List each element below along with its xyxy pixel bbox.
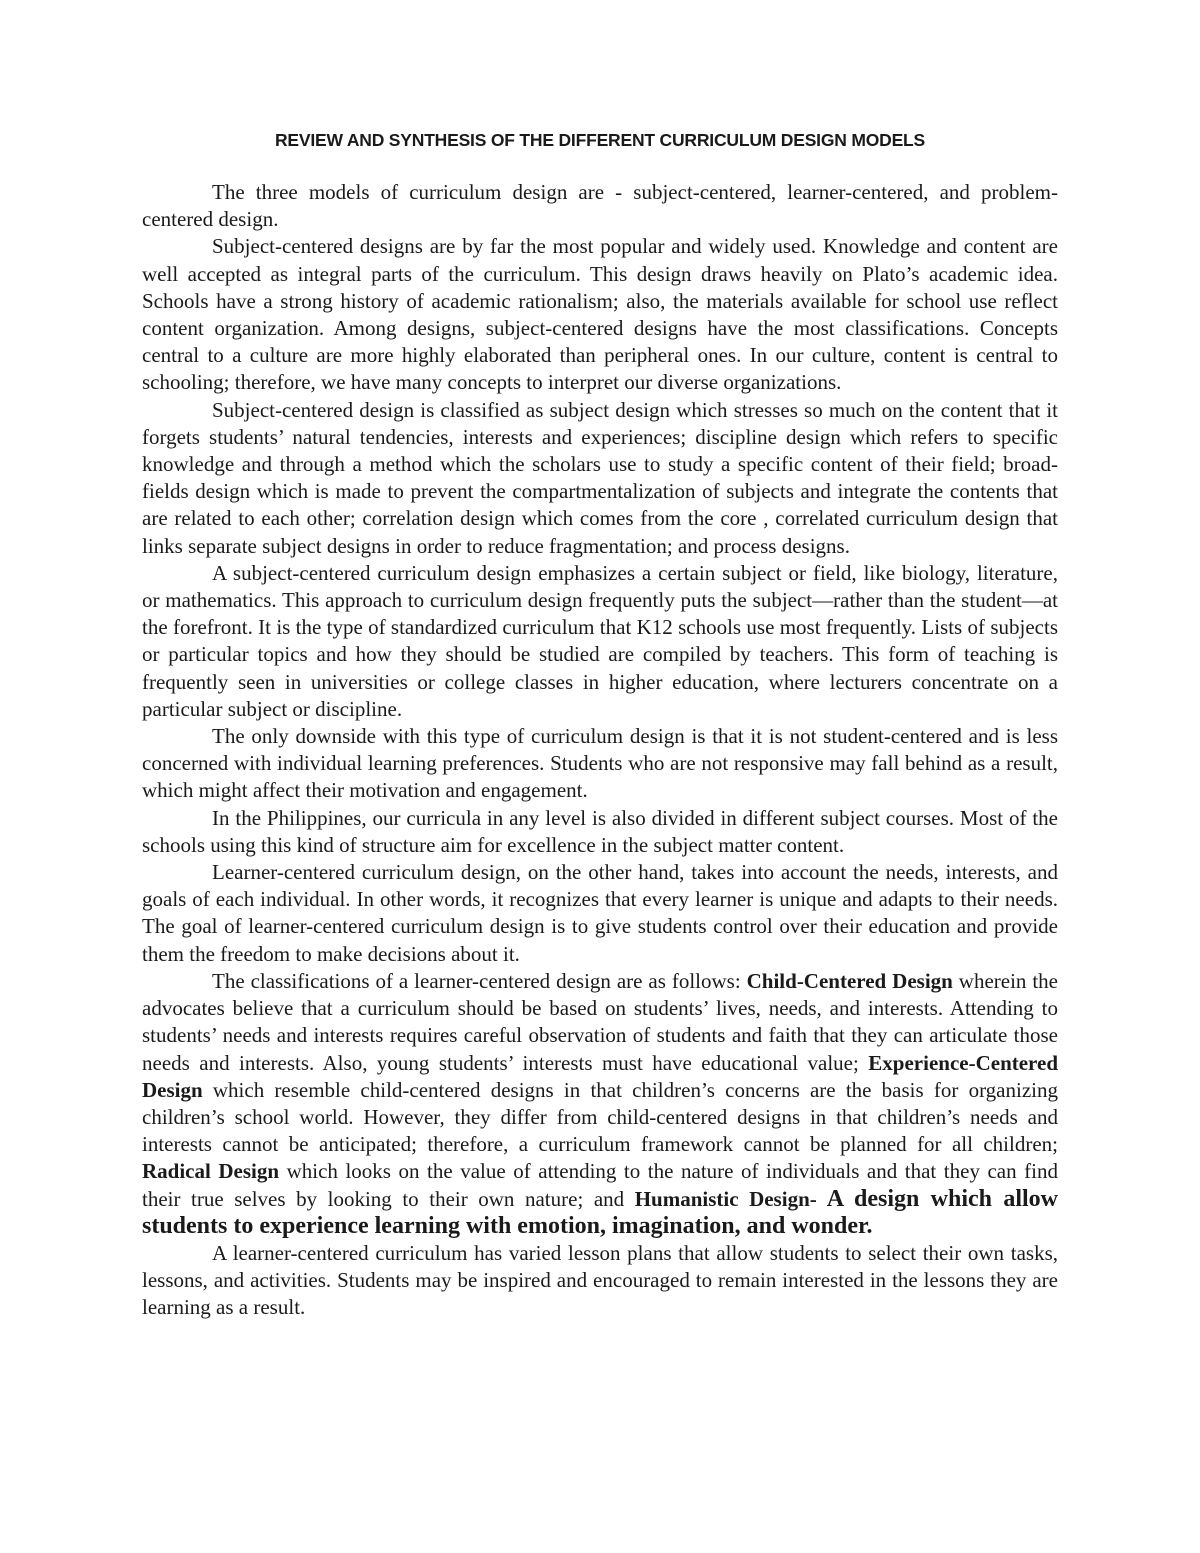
- text-segment: wherein the advocates believe that a curriculum should be based on students’ lives, needs, and interests. Attending to students’ needs and interests requires careful observation of students and faith that they can articulate those needs and interests. Also, young students’ interests must have educational value;: [142, 968, 1059, 1075]
- paragraph-subject-centered: Subject-centered designs are by far the most popular and widely used. Knowledge and content are well accepted as integral parts of the curriculum. This design draws heavily on Plato’s academic idea. Schools have a strong history of academic rationalism; also, the materials available for school use reflect content organization. Among designs, subject-centered designs have the most classifications. Concepts central to a culture are more highly elaborated than peripheral ones. In our culture, content is central to schooling; therefore, we have many concepts to interpret our diverse organizations.: [142, 234, 1058, 395]
- text-segment: which resemble child-centered designs in that children’s concerns are the basis for organizing children’s school world. However, they differ from child-centered designs in that children’s needs and interests cannot be anticipated; therefore, a curriculum framework cannot be planned for all children;: [142, 1077, 1058, 1157]
- paragraph-philippines: In the Philippines, our curricula in any level is also divided in different subject courses. Most of the schools using this kind of structure aim for excellence in the subject matter content.: [142, 805, 1058, 857]
- bold-term-child-centered: Child-Centered Design: [746, 968, 953, 993]
- bold-term-experience-centered: Experience-Centered Design: [142, 1050, 1058, 1102]
- paragraph-intro: The three models of curriculum design are - subject-centered, learner-centered, and problem-centered design.: [142, 180, 1058, 232]
- document-body: [142, 128, 1058, 1322]
- text-segment: which looks on the value of attending to the nature of individuals and that they can find their true selves by looking to their own nature; and: [142, 1159, 1058, 1211]
- paragraph-downside: The only downside with this type of curriculum design is that it is not student-centered and is less concerned with individual learning preferences. Students who are not responsive may fall behind as a result, which might affect their motivation and engagement.: [142, 724, 1058, 803]
- document-title: REVIEW AND SYNTHESIS OF THE DIFFERENT CURRICULUM DESIGN MODELS: [274, 130, 926, 150]
- paragraph-lesson-plans: A learner-centered curriculum has varied lesson plans that allow students to select their own tasks, lessons, and activities. Students may be inspired and encouraged to remain interested in the lessons they are learning as a result.: [142, 1240, 1058, 1320]
- paragraph-learner-centered: Learner-centered curriculum design, on the other hand, takes into account the needs, interests, and goals of each individual. In other words, it recognizes that every learner is unique and adapts to their needs. The goal of learner-centered curriculum design is to give students control over their education and provide them the freedom to make decisions about it.: [142, 860, 1058, 966]
- paragraph-learner-classifications: [142, 968, 1058, 1240]
- paragraph-subject-classifications: Subject-centered design is classified as subject design which stresses so much on the content that it forgets students’ natural tendencies, interests and experiences; discipline design which refers to specific knowledge and through a method which the scholars use to study a specific content of their field; broad-fields design which is made to prevent the compartmentalization of subjects and integrate the contents that are related to each other; correlation design which comes from the core , correlated curriculum design that links separate subject designs in order to reduce fragmentation; and process designs.: [142, 397, 1058, 558]
- text-segment: The classifications of a learner-centered design are as follows:: [212, 968, 747, 993]
- bold-term-radical: Radical Design: [142, 1159, 280, 1184]
- bold-term-humanistic: Humanistic Design-: [634, 1186, 817, 1211]
- paragraph-subject-emphasis: A subject-centered curriculum design emphasizes a certain subject or field, like biology, literature, or mathematics. This approach to curriculum design frequently puts the subject—rather than the student—at the forefront. It is the type of standardized curriculum that K12 schools use most frequently. Lists of subjects or particular topics and how they should be studied are compiled by teachers. This form of teaching is frequently seen in universities or college classes in higher education, where lecturers concentrate on a particular subject or discipline.: [142, 560, 1058, 721]
- bold-humanistic-description: A design which allow students to experience learning with emotion, imagination, and wonder.: [142, 1185, 1058, 1239]
